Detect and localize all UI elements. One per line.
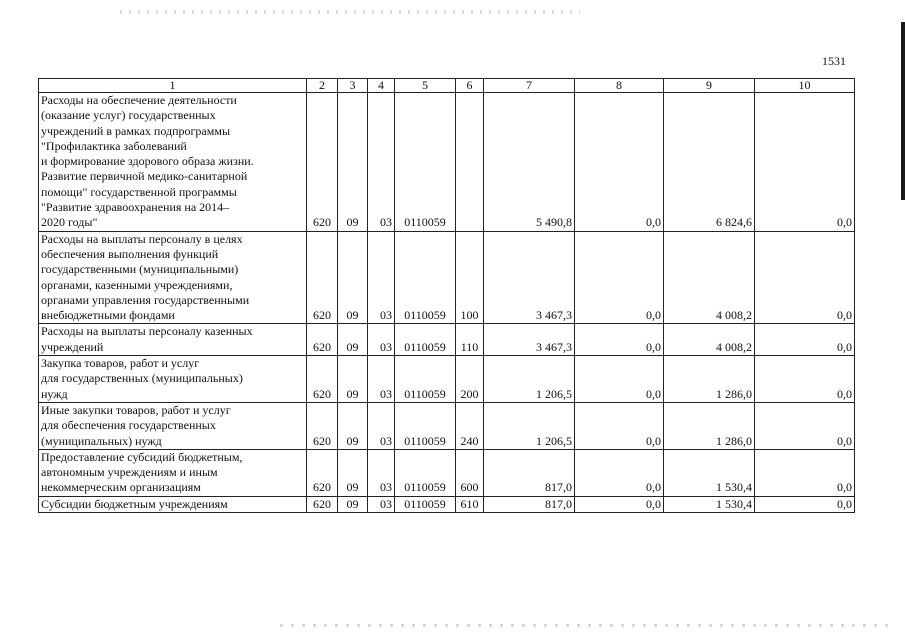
cell-target-article: 0110059 xyxy=(395,356,456,403)
cell-subsection: 03 xyxy=(368,449,395,496)
table-row xyxy=(39,356,855,403)
cell-amount-col8: 0,0 xyxy=(575,402,664,449)
table-row xyxy=(39,231,855,324)
cell-section: 09 xyxy=(338,231,368,324)
table-row xyxy=(39,449,855,496)
cell-ministry-code: 620 xyxy=(307,449,338,496)
header-cell: 9 xyxy=(664,79,755,93)
cell-amount-col7: 817,0 xyxy=(484,496,575,512)
cell-ministry-code: 620 xyxy=(307,93,338,232)
cell-amount-col10: 0,0 xyxy=(755,449,855,496)
cell-section: 09 xyxy=(338,93,368,232)
row-description: Иные закупки товаров, работ и услуг для обеспечения государственных (муниципальных) нужд xyxy=(39,402,307,449)
scan-artifact-top xyxy=(120,10,580,14)
cell-section: 09 xyxy=(338,356,368,403)
header-cell: 1 xyxy=(39,79,307,93)
cell-target-article: 0110059 xyxy=(395,231,456,324)
cell-amount-col9: 4 008,2 xyxy=(664,231,755,324)
cell-subsection: 03 xyxy=(368,402,395,449)
cell-amount-col9: 1 530,4 xyxy=(664,496,755,512)
cell-section: 09 xyxy=(338,449,368,496)
cell-amount-col8: 0,0 xyxy=(575,356,664,403)
cell-section: 09 xyxy=(338,324,368,356)
table-row xyxy=(39,93,855,232)
cell-amount-col9: 1 286,0 xyxy=(664,402,755,449)
cell-subsection: 03 xyxy=(368,231,395,324)
cell-ministry-code: 620 xyxy=(307,402,338,449)
table-row xyxy=(39,324,855,356)
cell-amount-col10: 0,0 xyxy=(755,324,855,356)
cell-expense-type: 600 xyxy=(456,449,484,496)
cell-amount-col7: 1 206,5 xyxy=(484,356,575,403)
page-number: 1531 xyxy=(822,54,846,68)
cell-amount-col7: 5 490,8 xyxy=(484,93,575,232)
scan-artifact-bottom xyxy=(280,624,890,627)
cell-target-article: 0110059 xyxy=(395,449,456,496)
cell-ministry-code: 620 xyxy=(307,231,338,324)
cell-amount-col8: 0,0 xyxy=(575,324,664,356)
cell-amount-col9: 1 530,4 xyxy=(664,449,755,496)
table-header-row xyxy=(39,79,855,93)
cell-amount-col8: 0,0 xyxy=(575,496,664,512)
cell-target-article: 0110059 xyxy=(395,93,456,232)
header-cell: 7 xyxy=(484,79,575,93)
cell-amount-col7: 3 467,3 xyxy=(484,231,575,324)
row-description: Расходы на обеспечение деятельности (оказание услуг) государственных учреждений в рамках подпрограммы "Профилактика заболеваний и формирование здорового образа жизни. Развитие первичной медико-санитарной помощи" государственной программы "Развитие здравоохранения на 2014– 2020 годы" xyxy=(39,93,307,232)
cell-expense-type: 200 xyxy=(456,356,484,403)
cell-amount-col9: 1 286,0 xyxy=(664,356,755,403)
cell-amount-col10: 0,0 xyxy=(755,231,855,324)
row-description: Предоставление субсидий бюджетным, автономным учреждениям и иным некоммерческим организациям xyxy=(39,449,307,496)
table-row xyxy=(39,496,855,512)
header-cell: 2 xyxy=(307,79,338,93)
table-row xyxy=(39,402,855,449)
cell-expense-type: 240 xyxy=(456,402,484,449)
cell-subsection: 03 xyxy=(368,93,395,232)
cell-ministry-code: 620 xyxy=(307,324,338,356)
budget-table xyxy=(38,78,855,513)
cell-amount-col7: 817,0 xyxy=(484,449,575,496)
cell-amount-col10: 0,0 xyxy=(755,356,855,403)
cell-expense-type: 100 xyxy=(456,231,484,324)
cell-amount-col8: 0,0 xyxy=(575,231,664,324)
cell-amount-col7: 3 467,3 xyxy=(484,324,575,356)
row-description: Субсидии бюджетным учреждениям xyxy=(39,496,307,512)
cell-ministry-code: 620 xyxy=(307,356,338,403)
cell-amount-col8: 0,0 xyxy=(575,449,664,496)
cell-subsection: 03 xyxy=(368,356,395,403)
cell-subsection: 03 xyxy=(368,324,395,356)
cell-expense-type: 610 xyxy=(456,496,484,512)
row-description: Расходы на выплаты персоналу казенных учреждений xyxy=(39,324,307,356)
cell-target-article: 0110059 xyxy=(395,496,456,512)
cell-section: 09 xyxy=(338,496,368,512)
header-cell: 6 xyxy=(456,79,484,93)
cell-amount-col10: 0,0 xyxy=(755,402,855,449)
cell-amount-col9: 4 008,2 xyxy=(664,324,755,356)
header-cell: 10 xyxy=(755,79,855,93)
cell-section: 09 xyxy=(338,402,368,449)
scan-edge-bar xyxy=(901,22,905,200)
cell-ministry-code: 620 xyxy=(307,496,338,512)
header-cell: 3 xyxy=(338,79,368,93)
cell-amount-col9: 6 824,6 xyxy=(664,93,755,232)
header-cell: 4 xyxy=(368,79,395,93)
cell-subsection: 03 xyxy=(368,496,395,512)
cell-target-article: 0110059 xyxy=(395,324,456,356)
cell-amount-col7: 1 206,5 xyxy=(484,402,575,449)
cell-amount-col10: 0,0 xyxy=(755,93,855,232)
cell-amount-col10: 0,0 xyxy=(755,496,855,512)
row-description: Закупка товаров, работ и услуг для государственных (муниципальных) нужд xyxy=(39,356,307,403)
table-body xyxy=(39,93,855,513)
cell-amount-col8: 0,0 xyxy=(575,93,664,232)
row-description: Расходы на выплаты персоналу в целях обеспечения выполнения функций государственными (муниципальными) органами, казенными учреждениями, органами управления государственными внебюджетными фондами xyxy=(39,231,307,324)
header-cell: 8 xyxy=(575,79,664,93)
header-cell: 5 xyxy=(395,79,456,93)
cell-expense-type xyxy=(456,93,484,232)
cell-expense-type: 110 xyxy=(456,324,484,356)
cell-target-article: 0110059 xyxy=(395,402,456,449)
